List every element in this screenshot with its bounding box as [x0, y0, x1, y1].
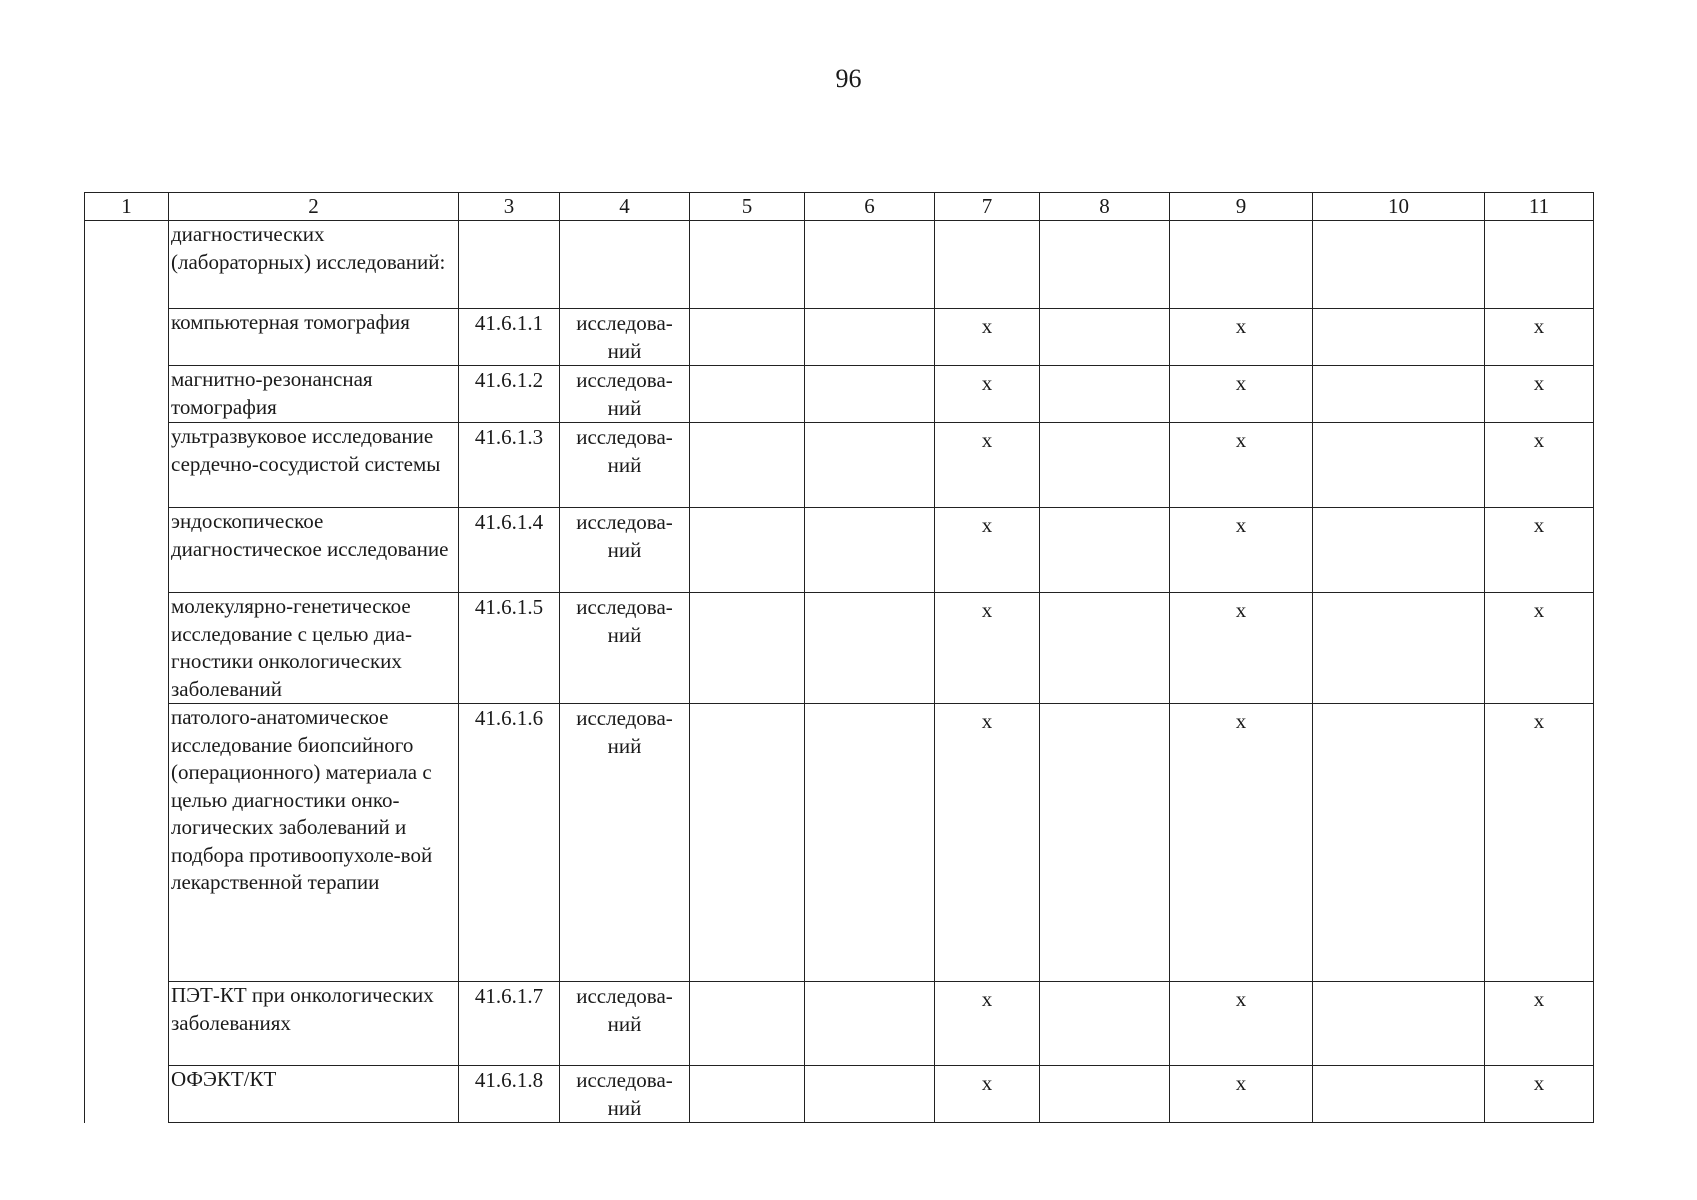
row-mark-cell-7: x [935, 982, 1040, 1066]
intro-row [85, 221, 1594, 309]
row-mark-cell-9: x [1170, 309, 1313, 366]
row-name-cell: ОФЭКТ/КТ [169, 1066, 459, 1123]
empty-cell [1313, 366, 1485, 423]
empty-cell [690, 982, 805, 1066]
row-unit-text: исследова-ний [576, 984, 673, 1036]
row-code-cell: 41.6.1.1 [459, 309, 560, 366]
empty-cell [690, 221, 805, 309]
row-mark-cell-11: x [1485, 704, 1594, 982]
empty-cell [459, 221, 560, 309]
empty-cell [1040, 508, 1170, 593]
empty-cell [1485, 221, 1594, 309]
row-mark-cell-9: x [1170, 593, 1313, 704]
empty-cell [690, 593, 805, 704]
row-mark-cell-7: x [935, 309, 1040, 366]
empty-cell [805, 423, 935, 508]
empty-cell [690, 508, 805, 593]
row-name-cell: магнитно-резонансная томография [169, 366, 459, 423]
empty-cell [1313, 704, 1485, 982]
empty-cell [805, 1066, 935, 1123]
header-row [85, 193, 1594, 221]
row-name-cell: эндоскопическое диагностическое исследование [169, 508, 459, 593]
row-unit-text: исследова-ний [576, 510, 673, 562]
row-mark-cell-9: x [1170, 1066, 1313, 1123]
row-mark-cell-9: x [1170, 423, 1313, 508]
table-body [85, 221, 1594, 1123]
header-cell-8: 8 [1040, 193, 1170, 221]
empty-cell [1313, 982, 1485, 1066]
row-mark-cell-11: x [1485, 593, 1594, 704]
empty-cell [690, 704, 805, 982]
empty-cell [690, 1066, 805, 1123]
row-mark-cell-11: x [1485, 309, 1594, 366]
empty-cell [1040, 309, 1170, 366]
empty-cell [805, 704, 935, 982]
empty-cell [805, 221, 935, 309]
table-row [85, 982, 1594, 1066]
table-row [85, 704, 1594, 982]
row-mark-cell-7: x [935, 1066, 1040, 1123]
empty-cell [1040, 1066, 1170, 1123]
empty-cell [1040, 704, 1170, 982]
row-code-cell: 41.6.1.8 [459, 1066, 560, 1123]
row-unit-cell [560, 423, 690, 508]
table-row [85, 593, 1594, 704]
empty-cell [935, 221, 1040, 309]
empty-cell [1040, 366, 1170, 423]
row-name-cell: патолого-анатомическое исследование биопсийного (операционного) материала с целью диагностики онко-логических заболеваний и подбора противоопухоле-вой лекарственной терапии [169, 704, 459, 982]
empty-cell [805, 593, 935, 704]
row-code-cell: 41.6.1.2 [459, 366, 560, 423]
empty-cell [560, 221, 690, 309]
row-name-cell: компьютерная томография [169, 309, 459, 366]
header-cell-10: 10 [1313, 193, 1485, 221]
row-unit-cell [560, 1066, 690, 1123]
empty-cell [805, 366, 935, 423]
row-unit-cell [560, 593, 690, 704]
row-unit-text: исследова-ний [576, 595, 673, 647]
header-cell-7: 7 [935, 193, 1040, 221]
table-row [85, 508, 1594, 593]
table-row [85, 1066, 1594, 1123]
empty-cell [805, 508, 935, 593]
header-cell-3: 3 [459, 193, 560, 221]
row-mark-cell-7: x [935, 423, 1040, 508]
row-mark-cell-9: x [1170, 366, 1313, 423]
empty-cell [805, 309, 935, 366]
empty-cell [805, 982, 935, 1066]
row-mark-cell-7: x [935, 508, 1040, 593]
page-number: 96 [835, 64, 862, 93]
row-unit-text: исследова-ний [576, 368, 673, 420]
row-code-cell: 41.6.1.5 [459, 593, 560, 704]
row-mark-cell-11: x [1485, 366, 1594, 423]
row-mark-cell-11: x [1485, 1066, 1594, 1123]
header-cell-9: 9 [1170, 193, 1313, 221]
row-mark-cell-7: x [935, 593, 1040, 704]
row-mark-cell-9: x [1170, 704, 1313, 982]
row-unit-cell [560, 704, 690, 982]
row-code-cell: 41.6.1.7 [459, 982, 560, 1066]
row-mark-cell-11: x [1485, 982, 1594, 1066]
empty-cell [690, 423, 805, 508]
empty-cell [1040, 982, 1170, 1066]
empty-cell [1313, 593, 1485, 704]
row-code-cell: 41.6.1.3 [459, 423, 560, 508]
empty-cell [1040, 423, 1170, 508]
row-mark-cell-11: x [1485, 423, 1594, 508]
row-unit-text: исследова-ний [576, 311, 673, 363]
row-mark-cell-9: x [1170, 982, 1313, 1066]
table-row [85, 366, 1594, 423]
empty-cell [1313, 221, 1485, 309]
empty-cell [1170, 221, 1313, 309]
header-cell-4: 4 [560, 193, 690, 221]
intro-cell: диагностических (лабораторных) исследований: [169, 221, 459, 309]
row-mark-cell-7: x [935, 704, 1040, 982]
header-cell-6: 6 [805, 193, 935, 221]
row-code-cell: 41.6.1.6 [459, 704, 560, 982]
empty-cell [1040, 593, 1170, 704]
row-unit-text: исследова-ний [576, 1068, 673, 1120]
row-code-cell: 41.6.1.4 [459, 508, 560, 593]
empty-cell [1313, 1066, 1485, 1123]
table-row [85, 423, 1594, 508]
data-table [84, 192, 1594, 1123]
row-name-cell: молекулярно-генетическое исследование с целью диа-гностики онкологических заболеваний [169, 593, 459, 704]
empty-cell [690, 309, 805, 366]
row-unit-cell [560, 982, 690, 1066]
header-cell-2: 2 [169, 193, 459, 221]
empty-cell [690, 366, 805, 423]
header-cell-5: 5 [690, 193, 805, 221]
row-unit-cell [560, 508, 690, 593]
row-mark-cell-9: x [1170, 508, 1313, 593]
header-cell-11: 11 [1485, 193, 1594, 221]
row-unit-text: исследова-ний [576, 425, 673, 477]
row-unit-text: исследова-ний [576, 706, 673, 758]
row-name-cell: ПЭТ-КТ при онкологических заболеваниях [169, 982, 459, 1066]
table-row [85, 309, 1594, 366]
empty-cell [1313, 508, 1485, 593]
row-name-cell: ультразвуковое исследование сердечно-сосудистой системы [169, 423, 459, 508]
empty-cell [1313, 423, 1485, 508]
row-mark-cell-7: x [935, 366, 1040, 423]
row-unit-cell [560, 309, 690, 366]
row-unit-cell [560, 366, 690, 423]
header-cell-1: 1 [85, 193, 169, 221]
empty-cell [1313, 309, 1485, 366]
column-1-cell [85, 221, 169, 1123]
row-mark-cell-11: x [1485, 508, 1594, 593]
empty-cell [1040, 221, 1170, 309]
